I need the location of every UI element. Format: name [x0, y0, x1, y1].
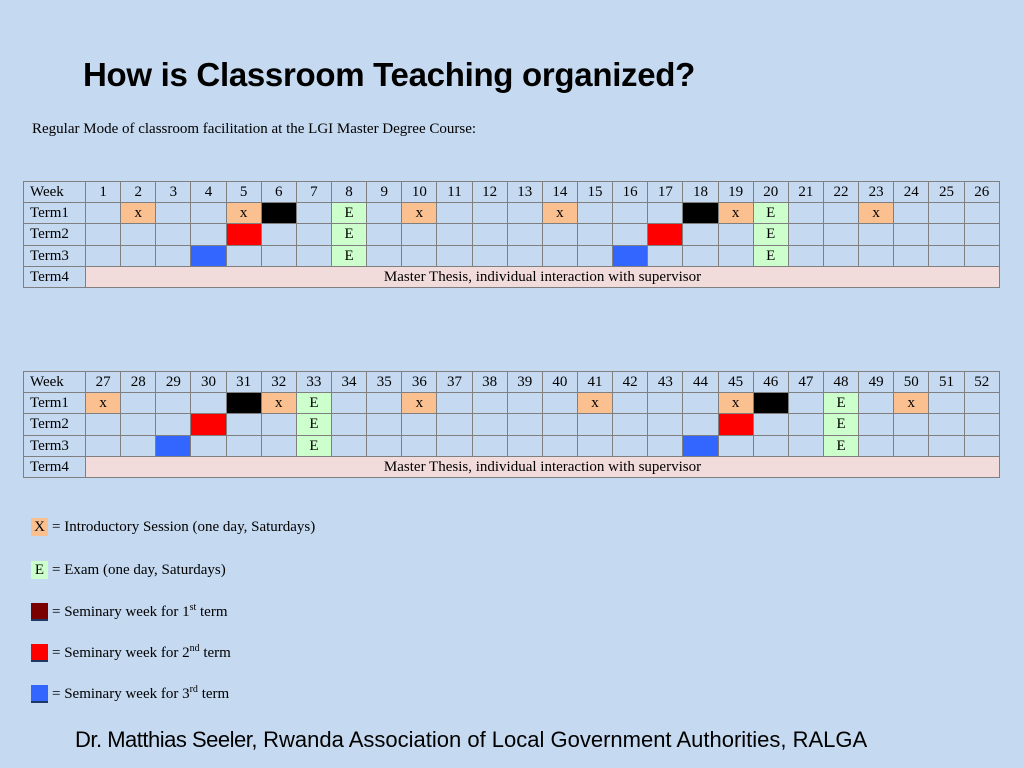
week-number-cell: 6: [261, 182, 296, 203]
week-number-cell: 21: [788, 182, 823, 203]
schedule-cell: [191, 414, 226, 435]
week-number-cell: 39: [507, 372, 542, 393]
week-number-cell: 8: [331, 182, 366, 203]
term-row-term2: [24, 414, 1000, 435]
schedule-cell: [121, 435, 156, 456]
schedule-cell: [156, 393, 191, 414]
schedule-cell: [261, 414, 296, 435]
schedule-cell: [929, 435, 964, 456]
schedule-cell: E: [296, 393, 331, 414]
schedule-cell: [367, 224, 402, 245]
schedule-cell: [402, 245, 437, 266]
schedule-cell: [507, 393, 542, 414]
week-number-cell: 33: [296, 372, 331, 393]
thesis-cell: Master Thesis, individual interaction with supervisor: [86, 266, 1000, 287]
schedule-cell: x: [542, 203, 577, 224]
schedule-cell: x: [402, 203, 437, 224]
schedule-cell: x: [86, 393, 121, 414]
week-number-cell: 24: [894, 182, 929, 203]
schedule-cell: x: [894, 393, 929, 414]
schedule-cell: [261, 435, 296, 456]
week-number-cell: 12: [472, 182, 507, 203]
schedule-cell: [964, 435, 999, 456]
schedule-cell: [929, 224, 964, 245]
week-number-cell: 11: [437, 182, 472, 203]
week-number-cell: 4: [191, 182, 226, 203]
week-number-cell: 47: [788, 372, 823, 393]
schedule-cell: [823, 245, 858, 266]
schedule-cell: [261, 224, 296, 245]
schedule-cell: [648, 203, 683, 224]
schedule-cell: [788, 435, 823, 456]
week-number-cell: 38: [472, 372, 507, 393]
schedule-cell: [577, 435, 612, 456]
schedule-cell: x: [261, 393, 296, 414]
schedule-cell: E: [296, 414, 331, 435]
term-label: Term2: [24, 224, 86, 245]
schedule-cell: [894, 435, 929, 456]
schedule-cell: [472, 203, 507, 224]
week-number-cell: 9: [367, 182, 402, 203]
term-label: Term4: [24, 266, 86, 287]
week-number-cell: 3: [156, 182, 191, 203]
schedule-cell: [226, 224, 261, 245]
schedule-cell: [718, 435, 753, 456]
schedule-cell: [437, 414, 472, 435]
schedule-cell: [577, 224, 612, 245]
term-label: Term4: [24, 456, 86, 477]
term-row-term4: [24, 266, 1000, 287]
schedule-cell: [542, 393, 577, 414]
schedule-cell: [121, 393, 156, 414]
week-number-cell: 15: [577, 182, 612, 203]
schedule-cell: [437, 393, 472, 414]
schedule-cell: [964, 414, 999, 435]
schedule-cell: [331, 393, 366, 414]
schedule-cell: x: [226, 203, 261, 224]
schedule-cell: [367, 435, 402, 456]
term-row-term3: [24, 245, 1000, 266]
term-row-term4: [24, 456, 1000, 477]
schedule-cell: [296, 245, 331, 266]
schedule-cell: [507, 224, 542, 245]
schedule-cell: [367, 203, 402, 224]
schedule-cell: x: [859, 203, 894, 224]
legend-exam-swatch: E: [31, 561, 48, 579]
term-row-term2: [24, 224, 1000, 245]
schedule-cell: [859, 393, 894, 414]
schedule-cell: x: [577, 393, 612, 414]
schedule-cell: [964, 203, 999, 224]
legend-exam-text: = Exam (one day, Saturdays): [52, 561, 226, 578]
schedule-cell: [507, 245, 542, 266]
schedule-cell: [929, 245, 964, 266]
schedule-cell: [191, 435, 226, 456]
schedule-cell: [86, 414, 121, 435]
schedule-cell: [894, 203, 929, 224]
legend-seminary-term2: [31, 643, 231, 662]
week-number-cell: 52: [964, 372, 999, 393]
week-number-cell: 31: [226, 372, 261, 393]
slide-subtitle: Regular Mode of classroom facilitation at the LGI Master Degree Course:: [32, 121, 477, 137]
schedule-cell: [823, 224, 858, 245]
schedule-cell: [718, 224, 753, 245]
schedule-cell: [191, 393, 226, 414]
legend-seminary-term1-text: = Seminary week for 1st term: [52, 602, 228, 620]
week-number-cell: 43: [648, 372, 683, 393]
week-header-row: [24, 182, 1000, 203]
schedule-cell: [191, 203, 226, 224]
schedule-cell: [437, 224, 472, 245]
schedule-cell: [753, 393, 788, 414]
week-number-cell: 25: [929, 182, 964, 203]
week-number-cell: 30: [191, 372, 226, 393]
week-number-cell: 42: [613, 372, 648, 393]
schedule-cell: [683, 393, 718, 414]
week-number-cell: 36: [402, 372, 437, 393]
schedule-cell: E: [823, 393, 858, 414]
schedule-cell: [894, 245, 929, 266]
schedule-cell: [367, 245, 402, 266]
schedule-cell: [261, 245, 296, 266]
schedule-cell: [331, 435, 366, 456]
schedule-cell: E: [296, 435, 331, 456]
schedule-cell: [472, 224, 507, 245]
schedule-cell: [613, 203, 648, 224]
legend-seminary-term2-swatch: [31, 644, 48, 662]
schedule-cell: [859, 414, 894, 435]
legend-seminary-term3-swatch: [31, 685, 48, 703]
schedule-cell: [577, 203, 612, 224]
footer-org: Rwanda Association of Local Government Authorities, RALGA: [256, 727, 868, 752]
legend-seminary-term1: [31, 602, 228, 621]
week-number-cell: 23: [859, 182, 894, 203]
schedule-cell: E: [753, 203, 788, 224]
schedule-cell: E: [753, 224, 788, 245]
schedule-cell: E: [331, 224, 366, 245]
schedule-cell: [648, 245, 683, 266]
week-number-cell: 28: [121, 372, 156, 393]
schedule-cell: [296, 203, 331, 224]
schedule-cell: [542, 414, 577, 435]
schedule-cell: [788, 245, 823, 266]
term-label: Term1: [24, 203, 86, 224]
week-number-cell: 20: [753, 182, 788, 203]
schedule-cell: [542, 435, 577, 456]
term-label: Term2: [24, 414, 86, 435]
schedule-cell: [86, 245, 121, 266]
week-number-cell: 44: [683, 372, 718, 393]
schedule-cell: [121, 245, 156, 266]
schedule-cell: [788, 224, 823, 245]
week-number-cell: 13: [507, 182, 542, 203]
schedule-cell: [894, 414, 929, 435]
schedule-cell: [402, 435, 437, 456]
week-number-cell: 34: [331, 372, 366, 393]
schedule-cell: [683, 224, 718, 245]
schedule-cell: [261, 203, 296, 224]
legend-seminary-term3: [31, 684, 229, 703]
schedule-table-weeks-27-52: [23, 371, 1000, 478]
schedule-cell: [226, 435, 261, 456]
schedule-cell: [683, 203, 718, 224]
schedule-cell: [226, 393, 261, 414]
schedule-cell: [577, 414, 612, 435]
schedule-cell: [823, 203, 858, 224]
schedule-cell: [86, 435, 121, 456]
schedule-cell: E: [753, 245, 788, 266]
schedule-cell: [613, 245, 648, 266]
term-row-term3: [24, 435, 1000, 456]
week-number-cell: 27: [86, 372, 121, 393]
schedule-cell: [156, 224, 191, 245]
legend-intro-text: = Introductory Session (one day, Saturdays): [52, 518, 316, 535]
week-number-cell: 5: [226, 182, 261, 203]
week-number-cell: 45: [718, 372, 753, 393]
schedule-cell: E: [823, 414, 858, 435]
week-number-cell: 10: [402, 182, 437, 203]
footer-author: Dr. Matthias Seeler,: [75, 727, 257, 752]
schedule-cell: [437, 245, 472, 266]
schedule-cell: [613, 393, 648, 414]
week-number-cell: 32: [261, 372, 296, 393]
schedule-cell: [226, 414, 261, 435]
schedule-cell: [507, 435, 542, 456]
schedule-cell: [788, 393, 823, 414]
schedule-cell: [437, 435, 472, 456]
schedule-cell: [156, 435, 191, 456]
week-number-cell: 50: [894, 372, 929, 393]
schedule-cell: [577, 245, 612, 266]
legend-seminary-term3-text: = Seminary week for 3rd term: [52, 684, 230, 702]
schedule-table-weeks-1-26: [23, 181, 1000, 288]
schedule-cell: [437, 203, 472, 224]
schedule-cell: [753, 435, 788, 456]
schedule-cell: [367, 414, 402, 435]
schedule-cell: x: [718, 203, 753, 224]
schedule-cell: [86, 224, 121, 245]
week-number-cell: 26: [964, 182, 999, 203]
schedule-cell: [648, 435, 683, 456]
schedule-cell: [964, 245, 999, 266]
schedule-cell: x: [402, 393, 437, 414]
week-number-cell: 14: [542, 182, 577, 203]
week-number-cell: 16: [613, 182, 648, 203]
schedule-cell: [367, 393, 402, 414]
week-number-cell: 48: [823, 372, 858, 393]
schedule-cell: [964, 224, 999, 245]
schedule-cell: [542, 224, 577, 245]
term-label: Term3: [24, 435, 86, 456]
schedule-cell: [86, 203, 121, 224]
legend-intro-swatch: X: [31, 518, 48, 536]
week-number-cell: 40: [542, 372, 577, 393]
schedule-cell: [788, 414, 823, 435]
schedule-cell: [929, 203, 964, 224]
schedule-cell: [648, 393, 683, 414]
week-number-cell: 19: [718, 182, 753, 203]
schedule-cell: [507, 414, 542, 435]
week-number-cell: 49: [859, 372, 894, 393]
week-number-cell: 22: [823, 182, 858, 203]
week-number-cell: 41: [577, 372, 612, 393]
schedule-cell: x: [718, 393, 753, 414]
schedule-cell: [331, 414, 366, 435]
term-label: Term3: [24, 245, 86, 266]
week-number-cell: 7: [296, 182, 331, 203]
term-row-term1: [24, 393, 1000, 414]
schedule-cell: [613, 224, 648, 245]
schedule-cell: [894, 224, 929, 245]
schedule-cell: [964, 393, 999, 414]
schedule-cell: [718, 245, 753, 266]
schedule-cell: [929, 414, 964, 435]
week-header-row: [24, 372, 1000, 393]
schedule-cell: [472, 393, 507, 414]
schedule-cell: [472, 414, 507, 435]
schedule-cell: [507, 203, 542, 224]
schedule-cell: [156, 203, 191, 224]
schedule-cell: [472, 245, 507, 266]
schedule-cell: [648, 224, 683, 245]
schedule-cell: [683, 435, 718, 456]
thesis-cell: Master Thesis, individual interaction with supervisor: [86, 456, 1000, 477]
week-number-cell: 17: [648, 182, 683, 203]
schedule-cell: [859, 245, 894, 266]
week-number-cell: 29: [156, 372, 191, 393]
schedule-cell: x: [121, 203, 156, 224]
schedule-cell: [683, 245, 718, 266]
term-row-term1: [24, 203, 1000, 224]
schedule-cell: [121, 414, 156, 435]
legend-intro: [31, 518, 315, 536]
schedule-cell: [613, 435, 648, 456]
schedule-cell: [191, 224, 226, 245]
week-header-label: Week: [24, 372, 86, 393]
schedule-cell: [156, 245, 191, 266]
slide-title: How is Classroom Teaching organized?: [83, 56, 696, 93]
schedule-cell: E: [331, 245, 366, 266]
term-label: Term1: [24, 393, 86, 414]
footer-credit: [75, 727, 867, 753]
schedule-cell: [648, 414, 683, 435]
schedule-cell: [718, 414, 753, 435]
schedule-cell: [472, 435, 507, 456]
schedule-cell: [929, 393, 964, 414]
week-number-cell: 37: [437, 372, 472, 393]
schedule-cell: E: [823, 435, 858, 456]
schedule-cell: [296, 224, 331, 245]
schedule-cell: [121, 224, 156, 245]
schedule-cell: [226, 245, 261, 266]
schedule-cell: [683, 414, 718, 435]
week-number-cell: 1: [86, 182, 121, 203]
schedule-cell: [753, 414, 788, 435]
schedule-cell: [542, 245, 577, 266]
schedule-cell: [191, 245, 226, 266]
legend-exam: [31, 561, 226, 579]
week-number-cell: 46: [753, 372, 788, 393]
legend-seminary-term1-swatch: [31, 603, 48, 621]
week-number-cell: 2: [121, 182, 156, 203]
week-number-cell: 18: [683, 182, 718, 203]
schedule-cell: [613, 414, 648, 435]
schedule-cell: [402, 224, 437, 245]
week-header-label: Week: [24, 182, 86, 203]
schedule-cell: [859, 435, 894, 456]
schedule-cell: E: [331, 203, 366, 224]
schedule-cell: [156, 414, 191, 435]
week-number-cell: 35: [367, 372, 402, 393]
schedule-cell: [402, 414, 437, 435]
schedule-cell: [788, 203, 823, 224]
week-number-cell: 51: [929, 372, 964, 393]
schedule-cell: [859, 224, 894, 245]
legend-seminary-term2-text: = Seminary week for 2nd term: [52, 643, 231, 661]
